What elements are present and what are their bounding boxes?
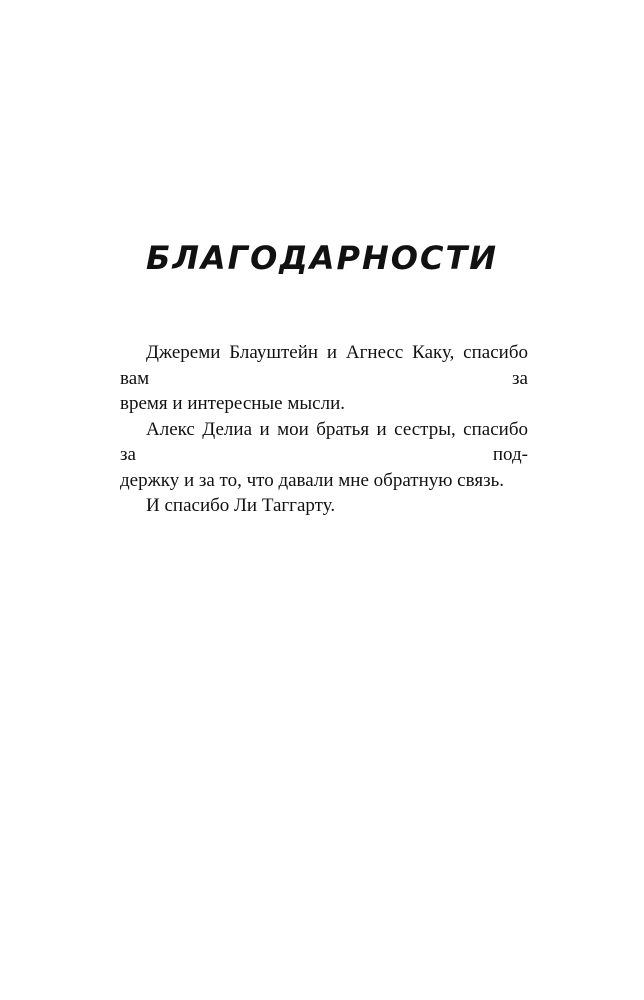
paragraph-1: [120, 340, 528, 417]
paragraph-2: [120, 417, 528, 494]
paragraph-3-line-1: И спасибо Ли Таггарту.: [146, 495, 336, 516]
paragraph-1-line-2: время и интересные мысли.: [120, 393, 345, 414]
paragraph-2-line-2: держку и за то, что давали мне обратную связь.: [120, 469, 504, 491]
page-title: БЛАГОДАРНОСТИ: [145, 239, 499, 277]
paragraph-3: [120, 493, 528, 519]
paragraph-1-line-1: Джереми Блауштейн и Агнесс Каку, спасибо вам за: [120, 342, 528, 389]
acknowledgements-text: [120, 340, 528, 519]
paragraph-2-line-1: Алекс Делиа и мои братья и сестры, спасибо за под-: [120, 418, 528, 465]
